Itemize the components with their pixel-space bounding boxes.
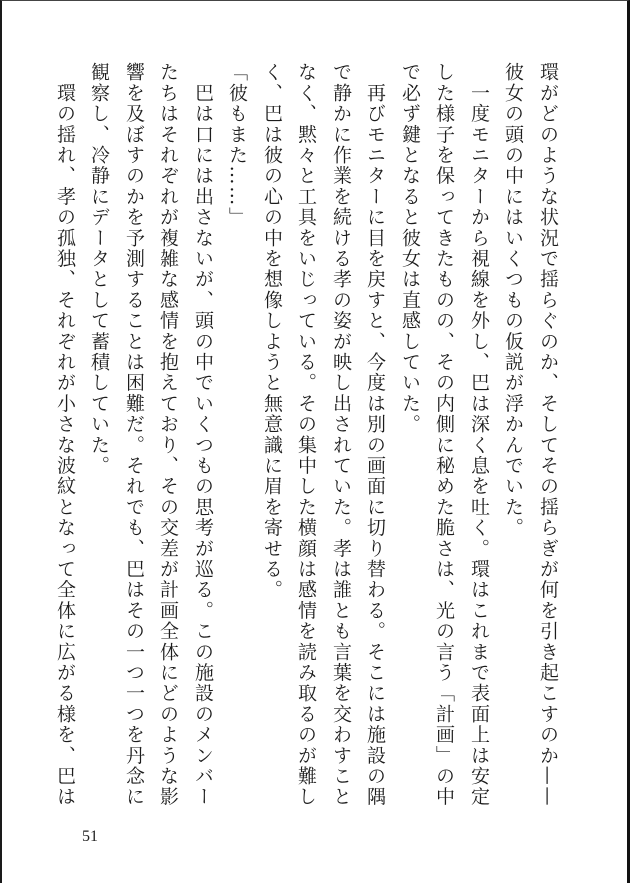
page-number: 51 <box>82 828 98 845</box>
text-line: で必ず鍵となると彼女は直感していた。 <box>399 62 421 435</box>
text-line: 巴は口には出さないが、頭の中でいくつもの思考が巡る。この施設のメンバー <box>192 62 214 808</box>
text-line: たちはそれぞれが複雑な感情を抱えており、その交差が計画全体にどのような影 <box>157 62 179 808</box>
text-line: 環がどのような状況で揺らぐのか、そしてその揺らぎが何を引き起こすのか—— <box>537 62 559 808</box>
text-line: く、巴は彼の心の中を想像しようと無意識に眉を寄せる。 <box>261 62 283 601</box>
dialogue-line: 「彼もまた……」 <box>226 62 248 228</box>
text-line: 彼女の頭の中にはいくつもの仮説が浮かんでいた。 <box>502 62 524 539</box>
text-line: で静かに作業を続ける孝の姿が映し出されていた。孝は誰とも言葉を交わすこと <box>330 62 352 808</box>
text-line: 響を及ぼすのかを予測することは困難だ。それでも、巴はその一つ一つを丹念に <box>123 62 145 808</box>
text-line: した様子を保ってきたものの、その内側に秘めた脆さは、光の言う「計画」の中 <box>433 62 455 808</box>
text-line: 一度モニターから視線を外し、巴は深く息を吐く。環はこれまで表面上は安定 <box>468 62 490 808</box>
text-line: 環の揺れ、孝の孤独、それぞれが小さな波紋となって全体に広がる様を、巴は <box>54 62 76 808</box>
text-line: なく、黙々と工具をいじっている。その集中した横顔は感情を読み取るのが難し <box>295 62 317 808</box>
text-line: 観察し、冷静にデータとして蓄積していた。 <box>88 62 110 476</box>
text-line: 再びモニターに目を戻すと、今度は別の画面に切り替わる。そこには施設の隅 <box>364 62 386 808</box>
